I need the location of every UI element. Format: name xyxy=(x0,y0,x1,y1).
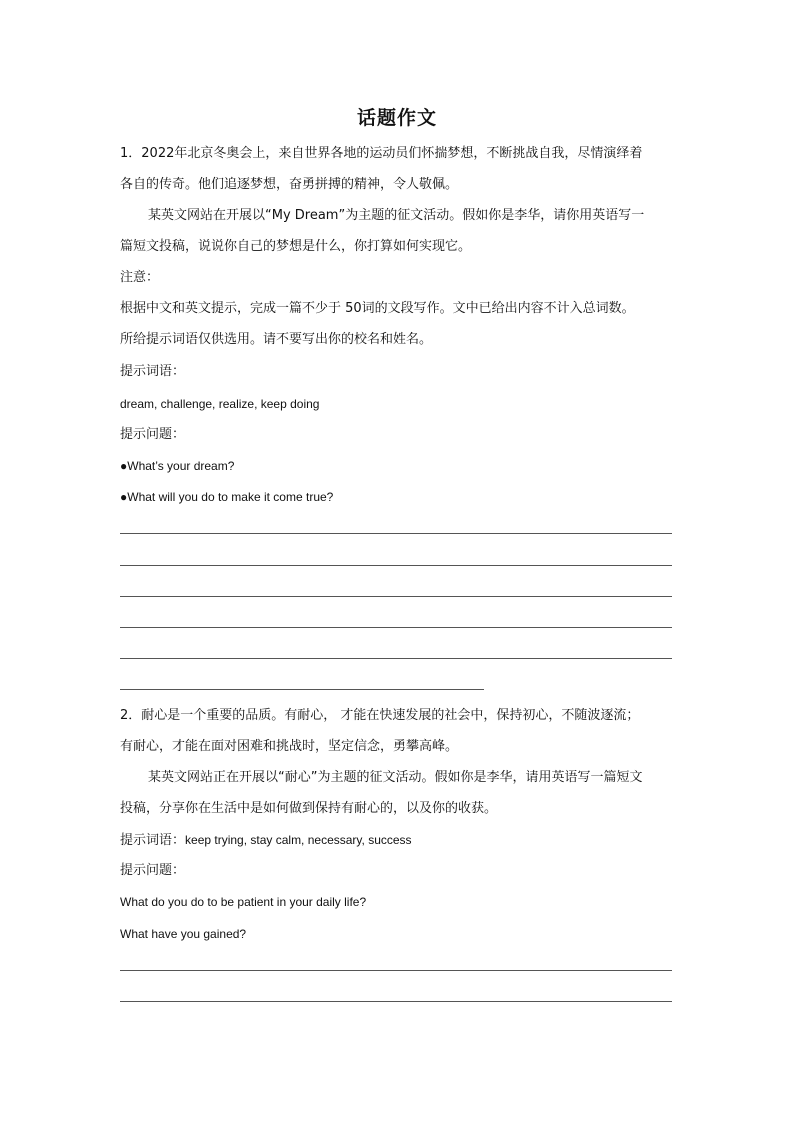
q2-prompt-line-3: 某英文网站正在开展以“耐心”为主题的征文活动。假如你是李华，请用英语写一篇短文 xyxy=(148,770,643,785)
q2-questions-label: 提示问题： xyxy=(120,863,186,878)
q2-answer-line xyxy=(120,970,672,971)
q2-words: keep trying, stay calm, necessary, success xyxy=(185,833,412,847)
q1-question-1: ●What’s your dream? xyxy=(120,459,235,473)
q1-answer-line xyxy=(120,596,672,597)
q1-answer-line xyxy=(120,689,484,690)
q1-words-label: 提示词语： xyxy=(120,364,186,379)
q1-prompt-line-2: 各自的传奇。他们追逐梦想，奋勇拼搏的精神，令人敬佩。 xyxy=(120,177,459,192)
page-title: 话题作文 xyxy=(356,107,437,129)
q2-question-2: What have you gained? xyxy=(120,927,247,941)
q1-prompt-line-3: 某英文网站在开展以“My Dream”为主题的征文活动。假如你是李华，请你用英语写一 xyxy=(148,208,645,223)
q1-answer-line xyxy=(120,565,672,566)
q2-answer-line xyxy=(120,1001,672,1002)
q1-questions-label: 提示问题： xyxy=(120,427,186,442)
q1-answer-line xyxy=(120,533,672,534)
q1-answer-line xyxy=(120,658,672,659)
q1-notice-line-1: 根据中文和英文提示，完成一篇不少于 50词的文段写作。文中已给出内容不计入总词数。 xyxy=(120,301,635,316)
q1-prompt-line-4: 篇短文投稿，说说你自己的梦想是什么，你打算如何实现它。 xyxy=(120,239,472,254)
q1-question-2: ●What will you do to make it come true? xyxy=(120,490,334,504)
q2-prompt-line-2: 有耐心，才能在面对困难和挑战时，坚定信念，勇攀高峰。 xyxy=(120,739,459,754)
q1-notice-label: 注意： xyxy=(120,270,160,285)
q2-prompt-line-4: 投稿，分享你在生活中是如何做到保持有耐心的，以及你的收获。 xyxy=(120,801,498,816)
q2-prompt-line-1: 2．耐心是一个重要的品质。有耐心， 才能在快速发展的社会中，保持初心，不随波逐流； xyxy=(120,708,640,723)
q1-notice-line-2: 所给提示词语仅供选用。请不要写出你的校名和姓名。 xyxy=(120,332,433,347)
q1-answer-line xyxy=(120,627,672,628)
q2-words-row xyxy=(120,831,680,850)
q1-prompt-line-1: 1．2022年北京冬奥会上，来自世界各地的运动员们怀揣梦想，不断挑战自我，尽情演绎着 xyxy=(120,146,643,161)
q2-question-1: What do you do to be patient in your daily life? xyxy=(120,895,367,909)
q2-words-label: 提示词语： xyxy=(120,833,186,848)
q1-words: dream, challenge, realize, keep doing xyxy=(120,397,320,411)
